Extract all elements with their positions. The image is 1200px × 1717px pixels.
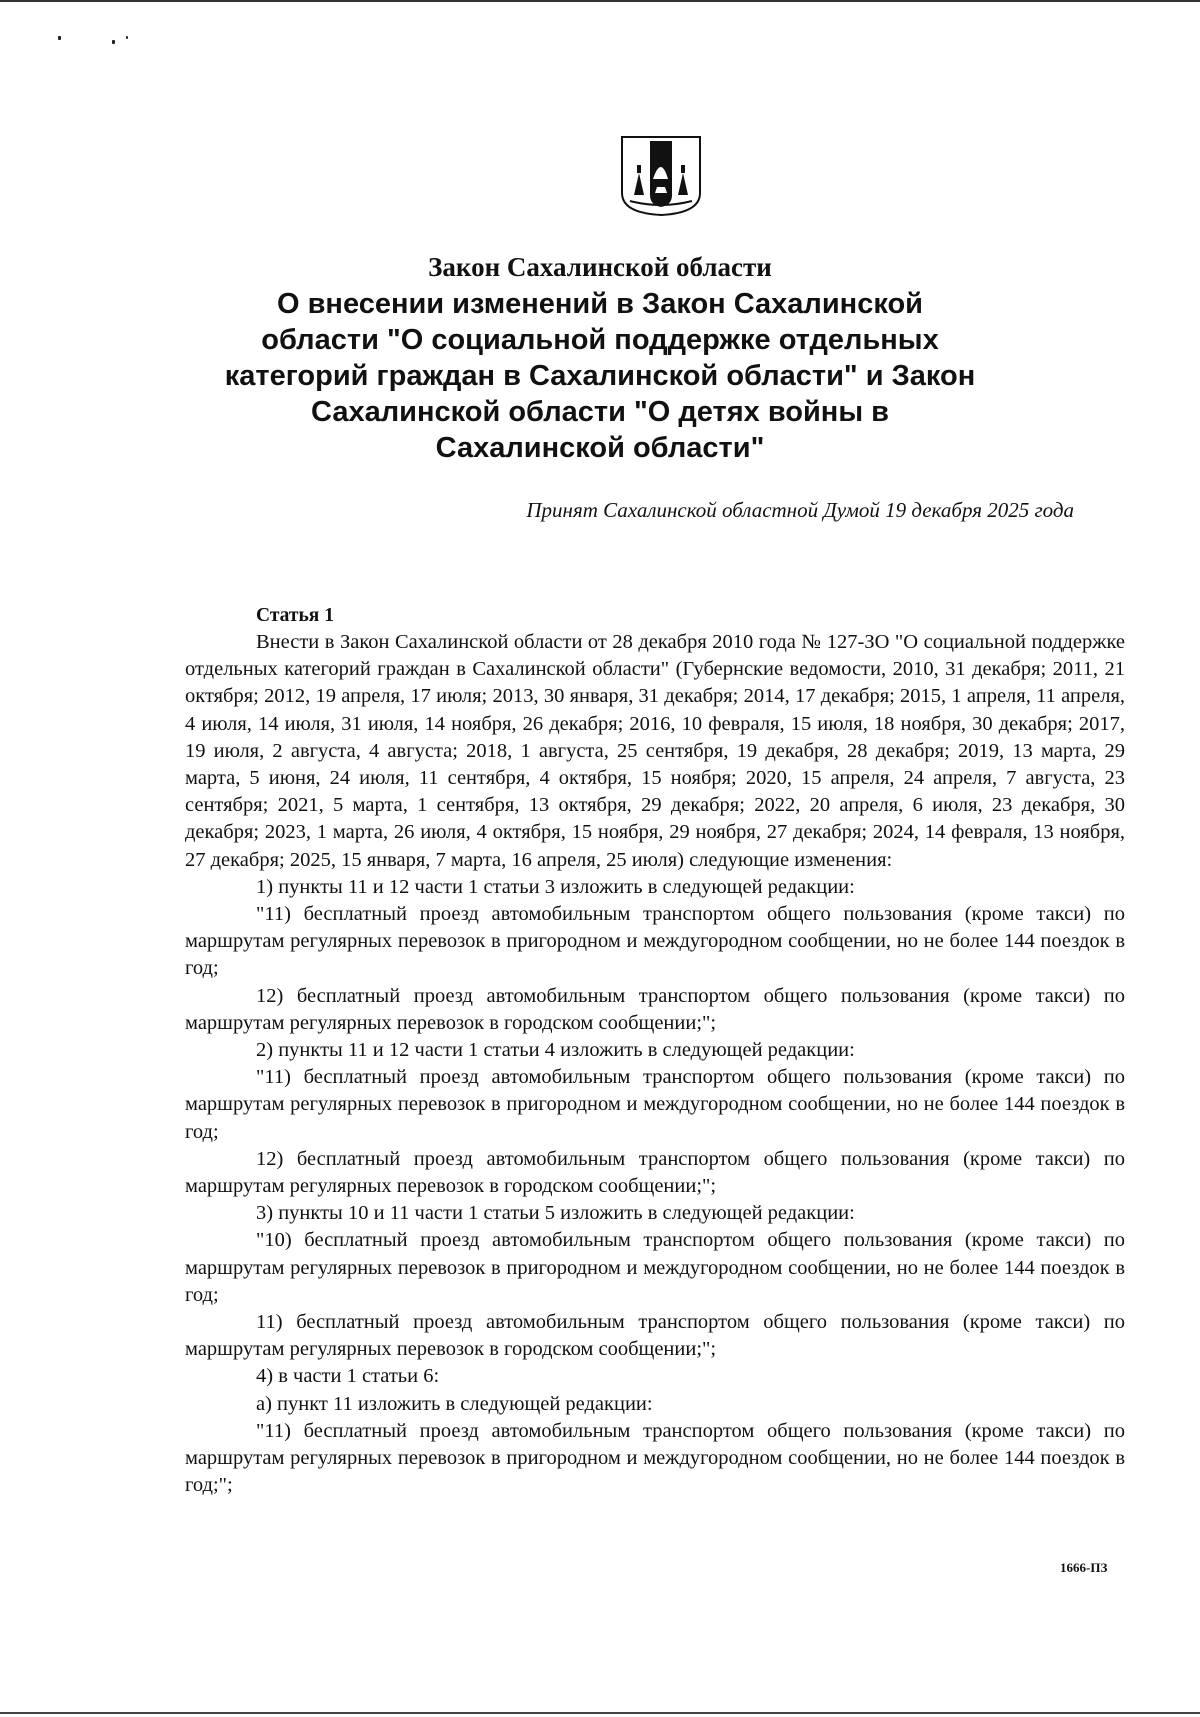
scan-border-bottom xyxy=(0,1712,1200,1714)
document-registration-number: 1666-ПЗ xyxy=(1060,1560,1108,1575)
scan-border-top xyxy=(0,0,1200,2)
paragraph: "10) бесплатный проезд автомобильным транспортом общего пользования (кроме такси) по маршрутам регулярных перевозок в пригородном и междугородном сообщении, но не более 144 поездок в год; xyxy=(185,1229,1125,1306)
paragraph: 12) бесплатный проезд автомобильным транспортом общего пользования (кроме такси) по маршрутам регулярных перевозок в городском сообщении;"; xyxy=(185,1147,1125,1198)
paragraph: 11) бесплатный проезд автомобильным транспортом общего пользования (кроме такси) по маршрутам регулярных перевозок в городском сообщении;"; xyxy=(185,1311,1125,1361)
paragraph: 2) пункты 11 и 12 части 1 статьи 4 изложить в следующей редакции: xyxy=(256,1039,855,1062)
paragraph: 12) бесплатный проезд автомобильным транспортом общего пользования (кроме такси) по маршрутам регулярных перевозок в городском сообщении;"; xyxy=(185,984,1125,1034)
scan-speck xyxy=(126,36,128,39)
paragraph: "11) бесплатный проезд автомобильным транспортом общего пользования (кроме такси) по маршрутам регулярных перевозок в пригородном и междугородном сообщении, но не более 144 поездок в год;"; xyxy=(185,1419,1125,1497)
paragraph: "11) бесплатный проезд автомобильным транспортом общего пользования (кроме такси) по маршрутам регулярных перевозок в пригородном и междугородном сообщении, но не более 144 поездок в год; xyxy=(185,1066,1125,1143)
article-body xyxy=(185,629,1125,1500)
paragraph: Внести в Закон Сахалинской области от 28 декабря 2010 года № 127-ЗО "О социальной поддержке отдельных категорий граждан в Сахалинской области" (Губернские ведомости, 2010, 31 декабря; 2011, 21 октября; 2012, 19 апреля, 17 июля; 2013, 30 января, 31 декабря; 2014, 17 декабря; 2015, 1 апреля, 11 апреля, 4 июля, 14 июля, 31 июля, 14 ноября, 26 декабря; 2016, 10 февраля, 15 июля, 18 ноября, 30 декабря; 2017, 19 июля, 2 августа, 4 августа; 2018, 1 августа, 25 сентября, 19 декабря, 28 декабря; 2019, 13 марта, 29 марта, 5 июня, 24 июля, 11 сентября, 4 октября, 15 ноября; 2020, 15 апреля, 24 апреля, 7 августа, 23 сентября; 2021, 5 марта, 1 сентября, 13 октября, 29 декабря; 2022, 20 апреля, 6 июля, 23 декабря, 30 декабря; 2023, 1 марта, 26 июля, 4 октября, 15 ноября, 29 ноября, 27 декабря; 2024, 14 февраля, 13 ноября, 27 декабря; 2025, 15 января, 7 марта, 16 апреля, 25 июля) следующие изменения: xyxy=(185,631,1125,871)
paragraph: 1) пункты 11 и 12 части 1 статьи 3 изложить в следующей редакции: xyxy=(256,875,855,898)
paragraph: "11) бесплатный проезд автомобильным транспортом общего пользования (кроме такси) по маршрутам регулярных перевозок в пригородном и междугородном сообщении, но не более 144 поездок в год; xyxy=(185,903,1125,980)
paragraph: 4) в части 1 статьи 6: xyxy=(256,1365,440,1388)
paragraph: а) пункт 11 изложить в следующей редакции: xyxy=(256,1392,653,1415)
adoption-note: Принят Сахалинской областной Думой 19 декабря 2025 года xyxy=(526,498,1074,522)
paragraph: 3) пункты 10 и 11 части 1 статьи 5 изложить в следующей редакции: xyxy=(256,1202,855,1225)
law-title-heading: Закон Сахалинской области xyxy=(428,252,772,282)
law-title-subject: О внесении изменений в Закон Сахалинской области "О социальной поддержке отдельных категорий граждан в Сахалинской области" и Закон Сахалинской области "О детях войны в Сахалинской области" xyxy=(224,288,976,464)
article-heading: Статья 1 xyxy=(256,605,334,626)
coat-of-arms-emblem xyxy=(620,135,702,217)
scan-speck xyxy=(112,40,115,44)
scan-speck xyxy=(58,36,61,40)
